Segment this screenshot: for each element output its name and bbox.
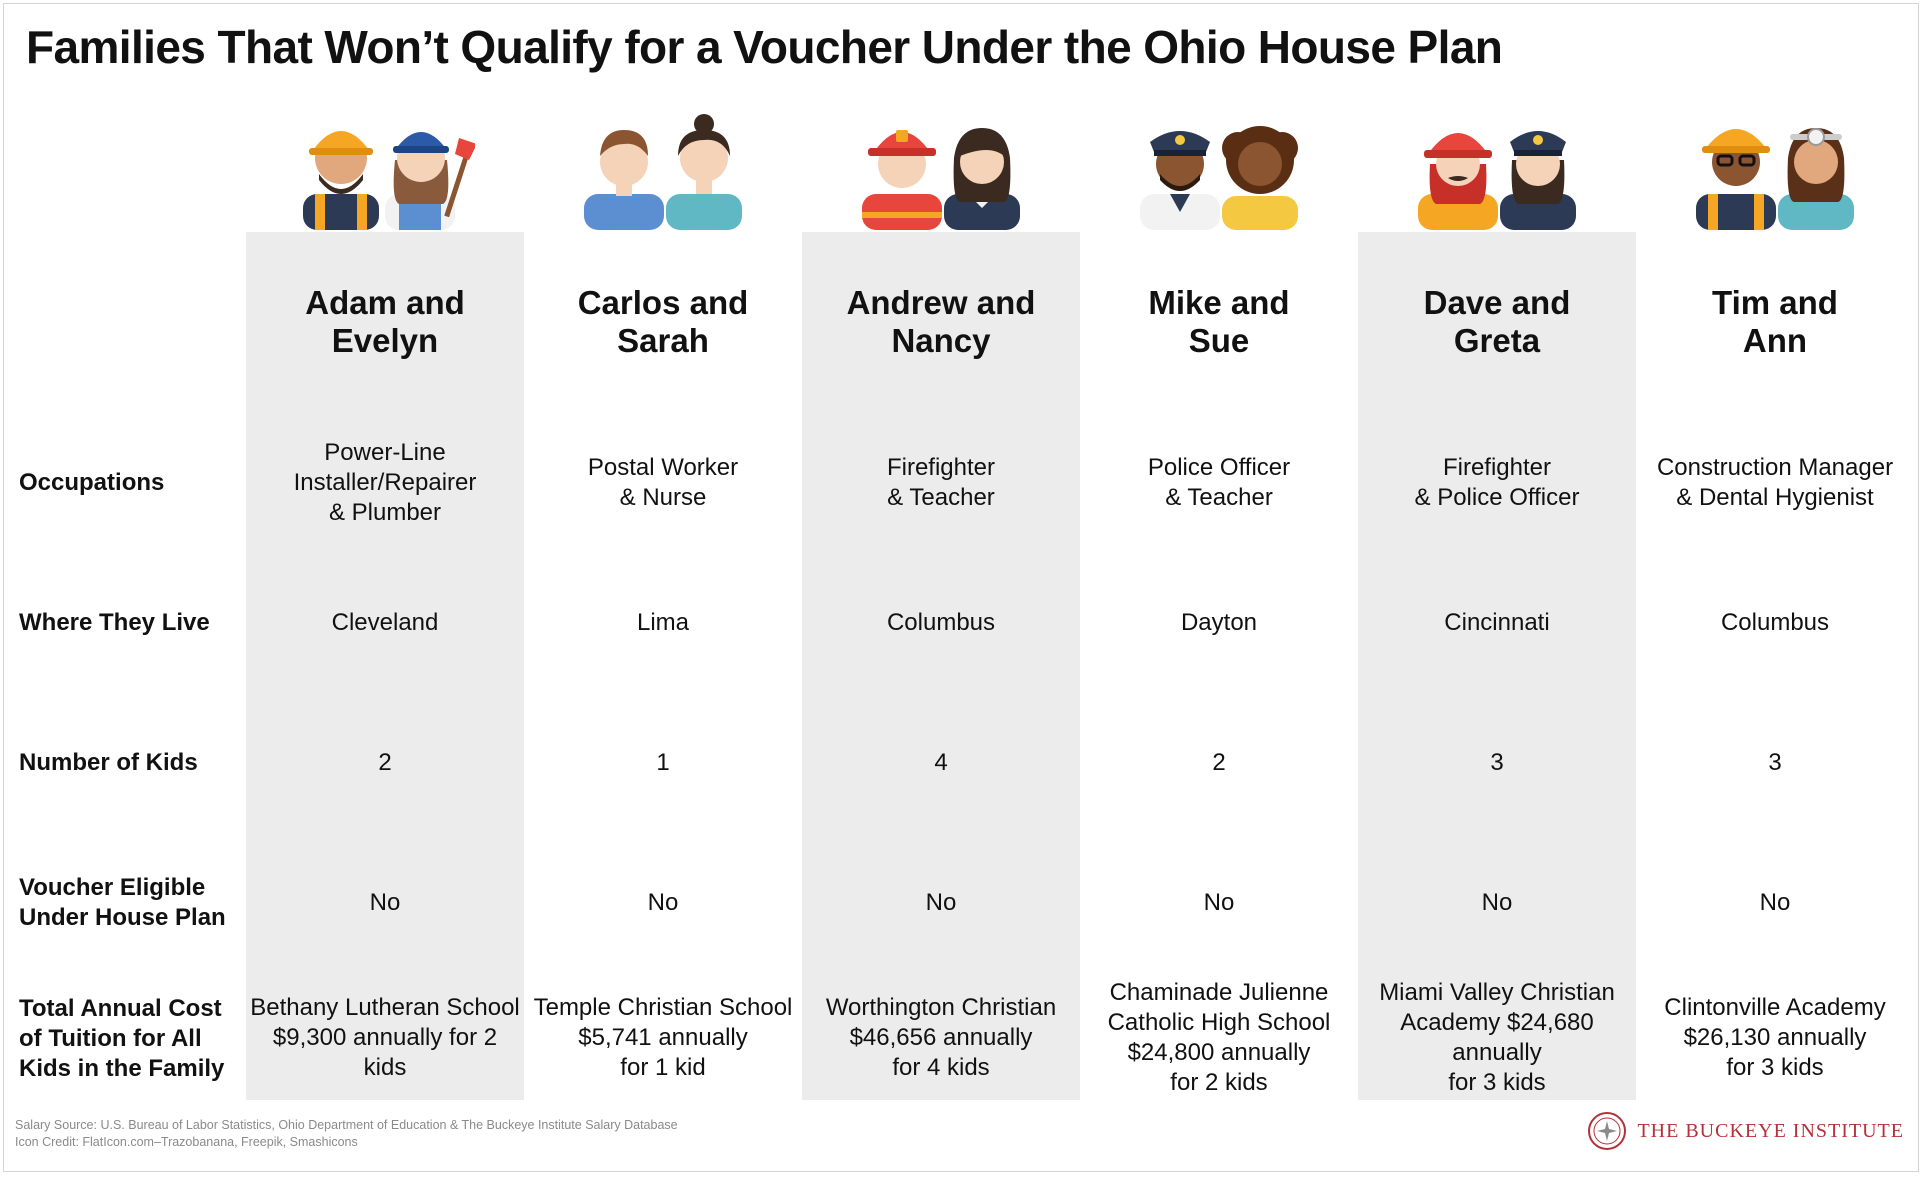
kids-cell: 2 bbox=[378, 749, 392, 776]
city-cell: Cleveland bbox=[331, 609, 439, 636]
eligible-cell: No bbox=[1481, 889, 1513, 916]
teacher-icon bbox=[1222, 126, 1298, 230]
construction-worker-icon bbox=[303, 131, 379, 230]
family-icons-2 bbox=[524, 108, 802, 230]
postal-worker-icon bbox=[584, 130, 664, 230]
occupations-cell: Police Officer & Teacher bbox=[1147, 454, 1291, 511]
construction-manager-icon bbox=[1696, 129, 1776, 230]
city-cell: Dayton bbox=[1180, 609, 1258, 636]
tuition-cost-cell: Clintonville Academy $26,130 annually for 3 kids bbox=[1664, 994, 1886, 1081]
kids-cell: 1 bbox=[656, 749, 670, 776]
police-officer-icon bbox=[1140, 131, 1220, 230]
teacher-icon bbox=[944, 128, 1020, 230]
family-icons-6 bbox=[1636, 108, 1914, 230]
source-footnote bbox=[15, 1117, 678, 1151]
dental-hygienist-icon bbox=[1778, 128, 1854, 230]
family-name-5: Dave and Greta bbox=[1423, 284, 1571, 359]
family-name-6: Tim and Ann bbox=[1712, 284, 1838, 359]
occupations-cell: Construction Manager & Dental Hygienist bbox=[1656, 454, 1894, 511]
icon-credit: Icon Credit: FlatIcon.com–Trazobanana, Freepik, Smashicons bbox=[15, 1135, 358, 1149]
row-label-kids: Number of Kids bbox=[19, 749, 198, 776]
kids-cell: 3 bbox=[1490, 749, 1504, 776]
eligible-cell: No bbox=[647, 889, 679, 916]
tuition-cost-cell: Bethany Lutheran School $9,300 annually for 2 kids bbox=[250, 994, 520, 1081]
kids-cell: 4 bbox=[934, 749, 948, 776]
kids-cell: 3 bbox=[1768, 749, 1782, 776]
buckeye-institute-logo bbox=[1587, 1111, 1904, 1151]
eligible-cell: No bbox=[1759, 889, 1791, 916]
occupations-cell: Power-Line Installer/Repairer & Plumber bbox=[293, 439, 477, 526]
row-label-eligible: Voucher Eligible Under House Plan bbox=[19, 874, 226, 931]
occupations-cell: Postal Worker & Nurse bbox=[587, 454, 739, 511]
occupations-cell: Firefighter & Teacher bbox=[886, 454, 996, 511]
police-officer-icon bbox=[1500, 131, 1576, 230]
eligible-cell: No bbox=[369, 889, 401, 916]
city-cell: Columbus bbox=[1720, 609, 1830, 636]
family-icons-5 bbox=[1358, 108, 1636, 230]
family-icons-1 bbox=[246, 108, 524, 230]
family-name-3: Andrew and Nancy bbox=[846, 284, 1036, 359]
tuition-cost-cell: Temple Christian School $5,741 annually for 1 kid bbox=[533, 994, 793, 1081]
nurse-icon bbox=[666, 114, 742, 230]
family-name-4: Mike and Sue bbox=[1148, 284, 1290, 359]
tuition-cost-cell: Miami Valley Christian Academy $24,680 annually for 3 kids bbox=[1379, 979, 1615, 1096]
city-cell: Cincinnati bbox=[1444, 609, 1550, 636]
eligible-cell: No bbox=[925, 889, 957, 916]
tuition-cost-cell: Worthington Christian $46,656 annually for 4 kids bbox=[825, 994, 1057, 1081]
row-label-occupations: Occupations bbox=[19, 469, 165, 496]
firefighter-icon bbox=[862, 130, 942, 230]
kids-cell: 2 bbox=[1212, 749, 1226, 776]
family-name-1: Adam and Evelyn bbox=[305, 284, 465, 359]
salary-source: Salary Source: U.S. Bureau of Labor Statistics, Ohio Department of Education & The Buckeye Institute Salary Database bbox=[15, 1118, 678, 1132]
city-cell: Columbus bbox=[886, 609, 996, 636]
firefighter-icon bbox=[1418, 133, 1498, 230]
page-title: Families That Won’t Qualify for a Voucher Under the Ohio House Plan bbox=[26, 21, 1503, 73]
occupations-cell: Firefighter & Police Officer bbox=[1414, 454, 1580, 511]
brand-name: THE BUCKEYE INSTITUTE bbox=[1637, 1119, 1904, 1142]
family-icons-3 bbox=[802, 108, 1080, 230]
row-label-where: Where They Live bbox=[19, 609, 210, 636]
tuition-cost-cell: Chaminade Julienne Catholic High School $24,800 annually for 2 kids bbox=[1107, 979, 1331, 1096]
family-icons-4 bbox=[1080, 108, 1358, 230]
row-label-cost: Total Annual Cost of Tuition for All Kids in the Family bbox=[19, 995, 225, 1082]
buckeye-seal-icon bbox=[1587, 1111, 1627, 1151]
eligible-cell: No bbox=[1203, 889, 1235, 916]
plumber-icon bbox=[385, 132, 475, 230]
family-name-2: Carlos and Sarah bbox=[577, 284, 749, 359]
city-cell: Lima bbox=[636, 609, 690, 636]
